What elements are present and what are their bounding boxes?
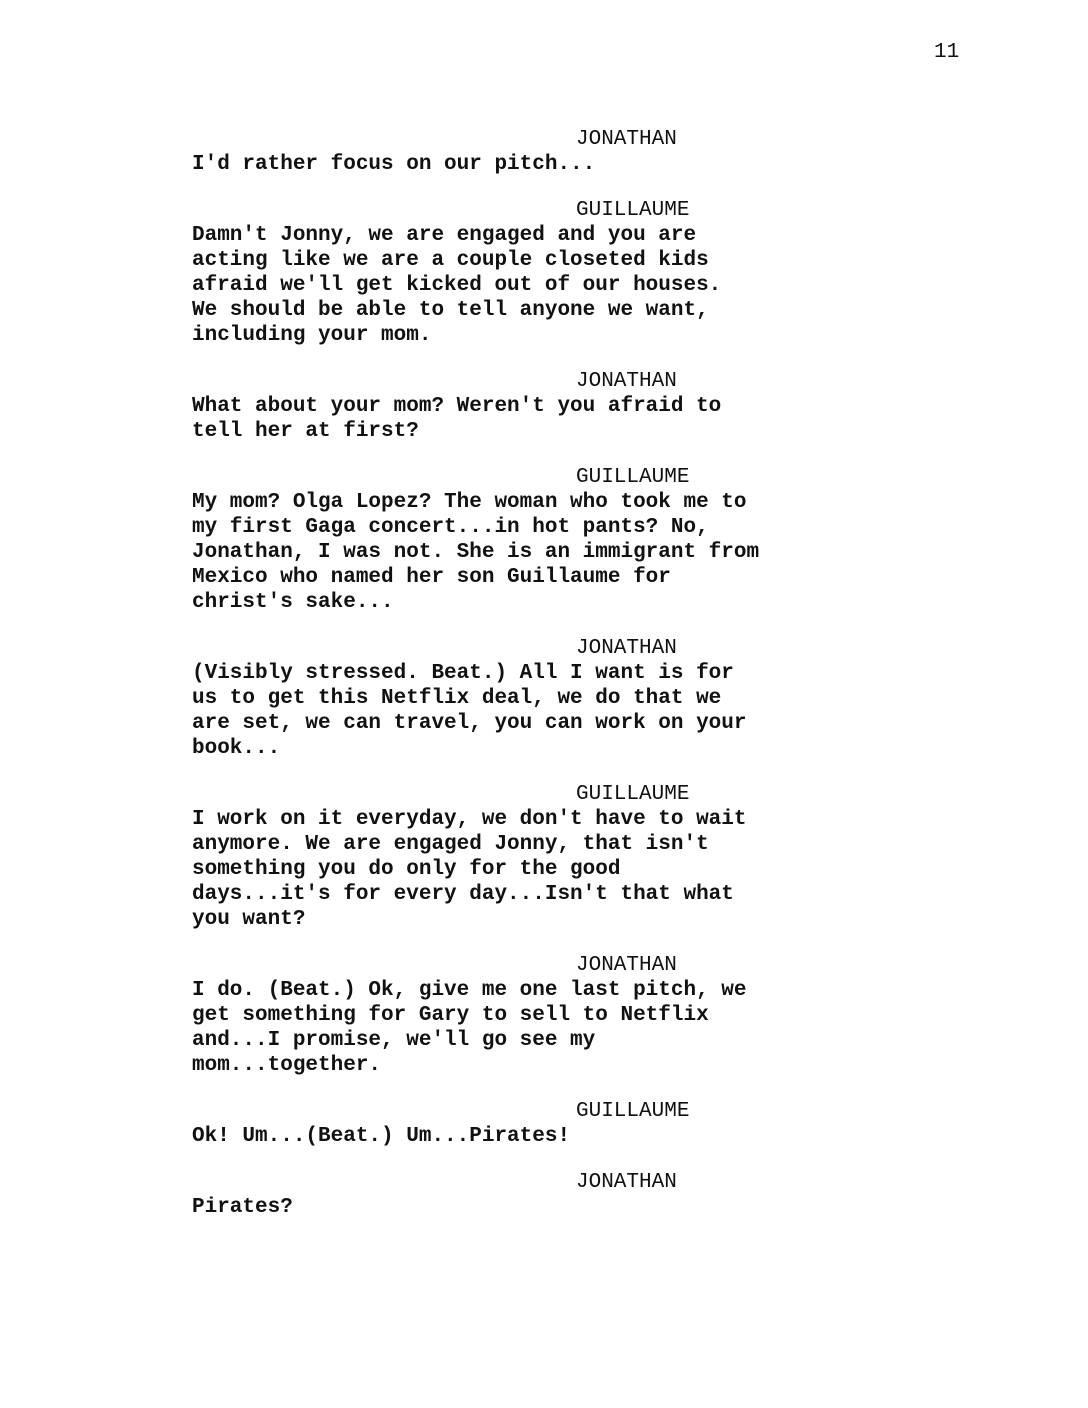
page-number: 11 [934, 41, 960, 64]
dialogue-line: and...I promise, we'll go see my [192, 1029, 596, 1052]
dialogue-block [192, 1170, 812, 1220]
dialogue-block [192, 369, 812, 444]
character-name: JONATHAN [576, 954, 677, 977]
dialogue-line: Jonathan, I was not. She is an immigrant from [192, 541, 760, 564]
dialogue-line: I work on it everyday, we don't have to wait [192, 808, 747, 831]
dialogue-block [192, 465, 812, 615]
dialogue-line: Ok! Um...(Beat.) Um...Pirates! [192, 1125, 571, 1148]
character-name: JONATHAN [576, 637, 677, 660]
dialogue-line: We should be able to tell anyone we want, [192, 299, 709, 322]
dialogue-block [192, 127, 812, 177]
dialogue-line: book... [192, 737, 281, 760]
character-name: JONATHAN [576, 128, 677, 151]
dialogue-line: I'd rather focus on our pitch... [192, 153, 596, 176]
character-name: GUILLAUME [576, 199, 690, 222]
dialogue-line: Pirates? [192, 1196, 293, 1219]
dialogue-block [192, 1099, 812, 1149]
character-name: GUILLAUME [576, 466, 690, 489]
dialogue-line: What about your mom? Weren't you afraid to [192, 395, 722, 418]
dialogue-line: us to get this Netflix deal, we do that we [192, 687, 722, 710]
character-name: GUILLAUME [576, 1100, 690, 1123]
dialogue-line: Mexico who named her son Guillaume for [192, 566, 671, 589]
dialogue-line: acting like we are a couple closeted kids [192, 249, 709, 272]
dialogue-line: mom...together. [192, 1054, 382, 1077]
dialogue-line: days...it's for every day...Isn't that what [192, 883, 734, 906]
dialogue-block [192, 636, 812, 761]
dialogue-line: christ's sake... [192, 591, 394, 614]
dialogue-line: tell her at first? [192, 420, 419, 443]
character-name: JONATHAN [576, 1171, 677, 1194]
dialogue-line: I do. (Beat.) Ok, give me one last pitch, we [192, 979, 747, 1002]
dialogue-line: you want? [192, 908, 306, 931]
character-name: JONATHAN [576, 370, 677, 393]
dialogue-line: My mom? Olga Lopez? The woman who took me to [192, 491, 747, 514]
character-name: GUILLAUME [576, 783, 690, 806]
dialogue-line: get something for Gary to sell to Netflix [192, 1004, 709, 1027]
dialogue-block [192, 198, 812, 348]
dialogue-line: are set, we can travel, you can work on your [192, 712, 747, 735]
dialogue-line: my first Gaga concert...in hot pants? No, [192, 516, 709, 539]
dialogue-line: something you do only for the good [192, 858, 621, 881]
dialogue-line: (Visibly stressed. Beat.) All I want is for [192, 662, 734, 685]
dialogue-line: afraid we'll get kicked out of our houses. [192, 274, 722, 297]
dialogue-line: Damn't Jonny, we are engaged and you are [192, 224, 697, 247]
dialogue-block [192, 953, 812, 1078]
screenplay-body [192, 127, 812, 1220]
dialogue-line: anymore. We are engaged Jonny, that isn't [192, 833, 709, 856]
dialogue-block [192, 782, 812, 932]
dialogue-line: including your mom. [192, 324, 432, 347]
